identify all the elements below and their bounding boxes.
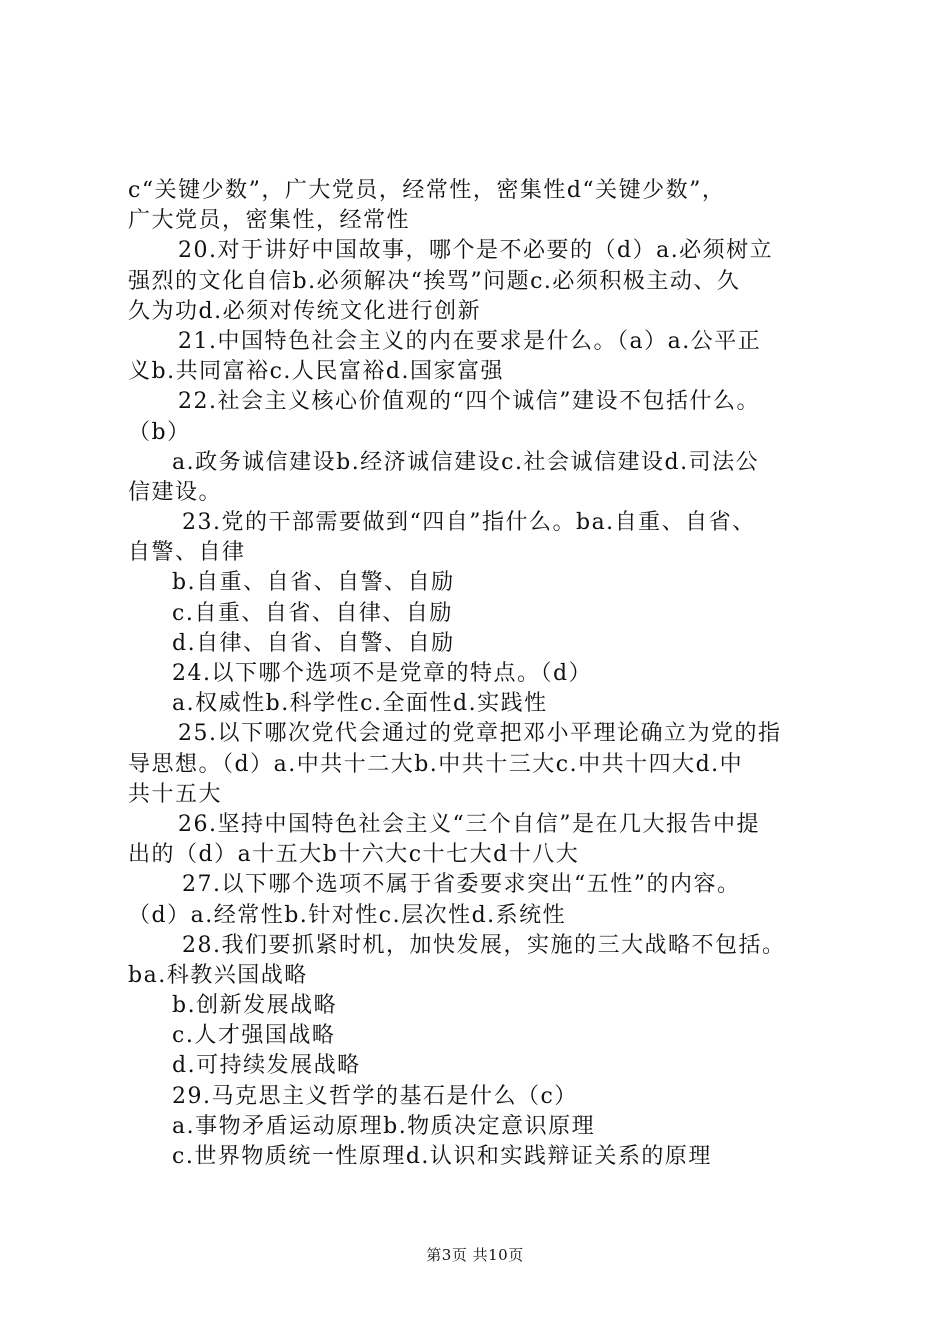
text-line: d.可持续发展战略 [172, 1053, 361, 1079]
text-line: 自警、自律 [128, 540, 246, 566]
text-line: b.创新发展战略 [172, 993, 338, 1019]
text-line: 26.坚持中国特色社会主义“三个自信”是在几大报告中提 [178, 811, 760, 837]
text-line: a.事物矛盾运动原理b.物质决定意识原理 [172, 1113, 596, 1139]
text-line: 28.我们要抓紧时机，加快发展，实施的三大战略不包括。 [182, 932, 786, 958]
page-number-footer: 第3页 共10页 [426, 1246, 524, 1264]
text-line: c.自重、自省、自律、自励 [172, 600, 453, 626]
text-line: b.自重、自省、自警、自励 [172, 570, 455, 596]
text-line: 25.以下哪次党代会通过的党章把邓小平理论确立为党的指 [178, 721, 782, 747]
text-line: a.政务诚信建设b.经济诚信建设c.社会诚信建设d.司法公 [172, 449, 760, 475]
text-line: 27.以下哪个选项不属于省委要求突出“五性”的内容。 [182, 872, 741, 898]
text-line: a.权威性b.科学性c.全面性d.实践性 [172, 691, 548, 717]
text-line: c.世界物质统一性原理d.认识和实践辩证关系的原理 [172, 1144, 712, 1169]
text-line: 强烈的文化自信b.必须解决“挨骂”问题c.必须积极主动、久 [128, 268, 741, 294]
text-line: 22.社会主义核心价值观的“四个诚信”建设不包括什么。 [178, 389, 760, 415]
text-line: c“关键少数”，广大党员，经常性，密集性d“关键少数”， [128, 178, 726, 203]
text-line: 久为功d.必须对传统文化进行创新 [128, 298, 482, 324]
text-line: 21.中国特色社会主义的内在要求是什么。（a）a.公平正 [178, 328, 762, 354]
text-line: ba.科教兴国战略 [128, 962, 308, 988]
text-line: 信建设。 [128, 479, 223, 505]
text-line: 20.对于讲好中国故事，哪个是不必要的（d）a.必须树立 [178, 238, 774, 264]
text-line: 出的（d）a十五大b十六大c十七大d十八大 [128, 842, 580, 868]
text-line: （d）a.经常性b.针对性c.层次性d.系统性 [128, 902, 567, 928]
text-line: 导思想。（d）a.中共十二大b.中共十三大c.中共十四大d.中 [128, 751, 744, 777]
text-line: d.自律、自省、自警、自励 [172, 630, 455, 656]
text-line: 23.党的干部需要做到“四自”指什么。ba.自重、自省、 [182, 510, 756, 536]
text-line: 共十五大 [128, 781, 223, 807]
text-line: （b） [128, 419, 191, 445]
text-line: 义b.共同富裕c.人民富裕d.国家富强 [128, 359, 504, 385]
text-line: c.人才强国战略 [172, 1023, 336, 1049]
text-line: 广大党员，密集性，经常性 [128, 208, 411, 234]
text-line: 24.以下哪个选项不是党章的特点。（d） [172, 661, 593, 686]
text-line: 29.马克思主义哲学的基石是什么（c） [172, 1083, 578, 1109]
document-body [128, 176, 828, 1172]
